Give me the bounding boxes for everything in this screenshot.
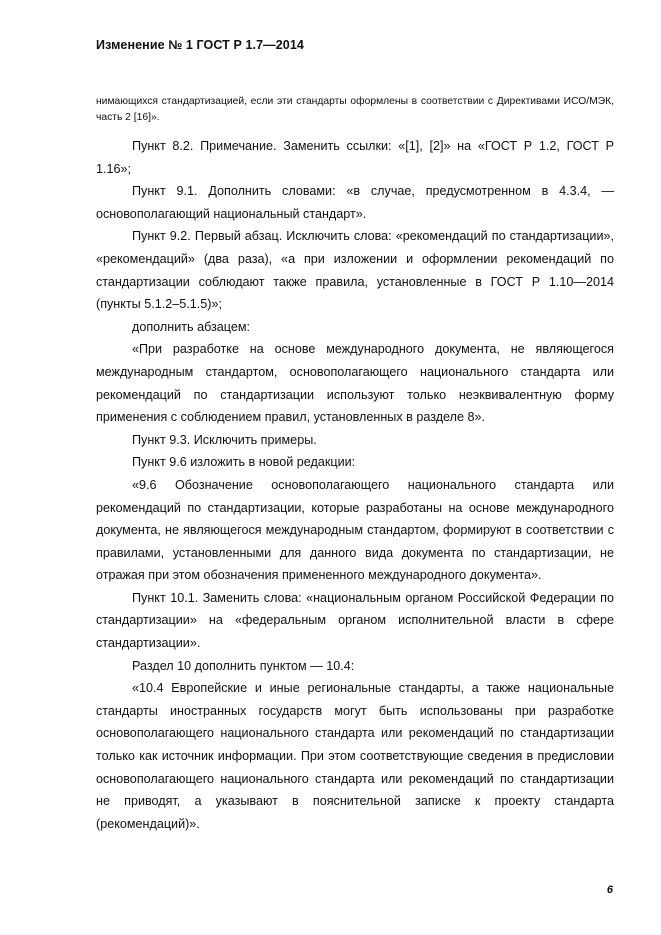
paragraph-9-6-intro: Пункт 9.6 изложить в новой редакции: [132,455,356,470]
paragraph-8-2: Пункт 8.2. Примечание. Заменить ссылки: «[1], [2]» на «ГОСТ Р 1.2, ГОСТ Р 1.16»; [96,139,614,176]
paragraph-10-1: Пункт 10.1. Заменить слова: «национальным органом Российской Федерации по стандартизации» на «федеральным органом исполнительной власти в сфере стандартизации». [96,590,614,651]
paragraph-10-4-intro: Раздел 10 дополнить пунктом — 10.4: [132,658,355,673]
continuation-paragraph: нимающихся стандартизацией, если эти стандарты оформлены в соответствии с Директивами ИСО/МЭК, часть 2 [16]». [96,96,614,123]
paragraph-10-4-text: «10.4 Европейские и иные региональные стандарты, а также национальные стандарты иностранных государств могут быть использованы при разработке основополагающего национального стандарта или рекомендаций по стандартизации только как источник информации. При этом соответствующие сведения в предисловии основополагающего национального стандарта или рекомендаций по стандартизации не приводят, а указывают в пояснительной записке к проекту стандарта (рекомендаций)». [96,681,614,831]
paragraph-9-6-text: «9.6 Обозначение основополагающего национального стандарта или рекомендаций по стандартизации, которые разработаны на основе международного документа, не являющегося международным стандартом, формируют в соответствии с правилами, установленными для данного вида документа по стандартизации, не отражая при этом обозначения примененного международного документа». [96,477,614,583]
paragraph-quote-international: «При разработке на основе международного документа, не являющегося международным стандартом, основополагающего национального стандарта или рекомендаций по стандартизации используют только неэквивалентную форму применения с соблюдением правил, установленных в разделе 8». [96,342,614,425]
paragraph-9-1: Пункт 9.1. Дополнить словами: «в случае, предусмотренном в 4.3.4, — основополагающий национальный стандарт». [96,184,614,221]
paragraph-9-3: Пункт 9.3. Исключить примеры. [132,432,317,447]
document-header: Изменение № 1 ГОСТ Р 1.7—2014 [96,38,304,52]
paragraph-9-2: Пункт 9.2. Первый абзац. Исключить слова: «рекомендаций по стандартизации», «рекомендаций» (два раза), «а при изложении и оформлении рекомендаций по стандартизации соблюдают также правила, установленные в ГОСТ Р 1.10—2014 (пункты 5.1.2–5.1.5)»; [96,229,614,312]
page-number: 6 [606,884,613,896]
document-body [96,94,614,835]
paragraph-add-note: дополнить абзацем: [132,319,251,334]
